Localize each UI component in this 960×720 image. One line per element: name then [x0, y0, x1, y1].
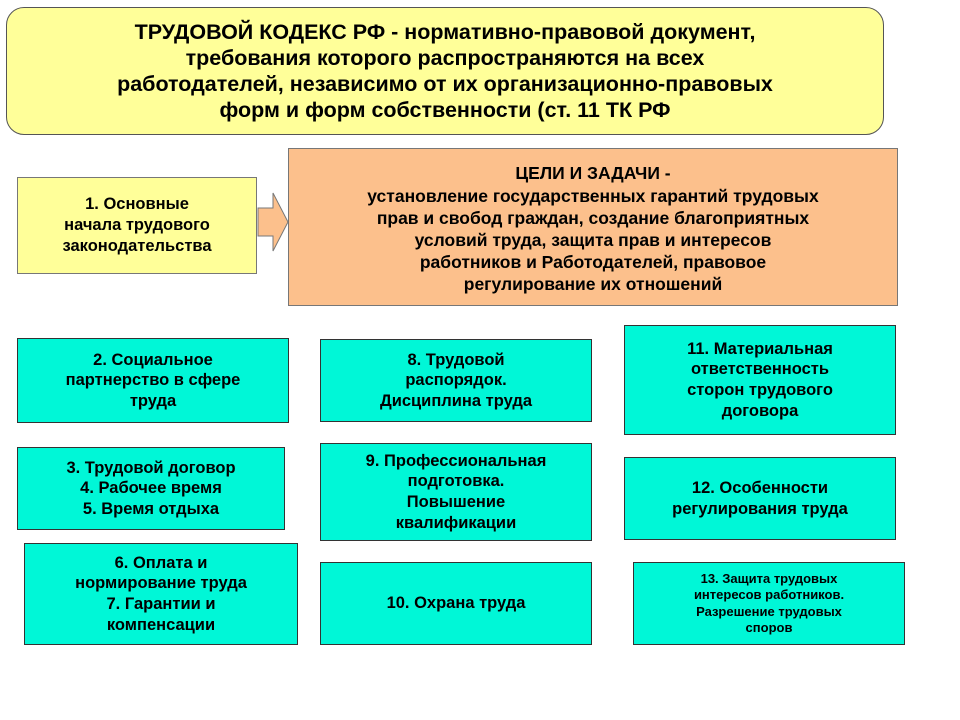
section-line: 12. Особенности [691, 478, 829, 497]
section-line: 11. Материальная [687, 339, 833, 358]
section-line: партнерство в сфере [65, 371, 241, 390]
section-line: 4. Рабочее время [80, 479, 222, 498]
section-line: 10. Охрана труда [386, 594, 526, 613]
section-box-6-7 [24, 543, 298, 645]
section-line: 8. Трудовой [407, 350, 505, 369]
section-line: труда [129, 391, 177, 410]
section-box-3-5 [17, 447, 285, 530]
title-line: ТРУДОВОЙ КОДЕКС РФ - нормативно-правовой документ, [134, 19, 756, 44]
section-line: сторон трудового [687, 381, 833, 399]
section-box-12 [624, 457, 896, 540]
section-line: 3. Трудовой договор [66, 458, 236, 477]
section-line: 7. Гарантии и [106, 595, 216, 613]
section-box-10 [320, 562, 592, 645]
principles-line: законодательства [62, 236, 212, 255]
principles-line: начала трудового [64, 216, 210, 235]
principles-box [17, 177, 257, 274]
section-line: квалификации [395, 513, 517, 532]
section-line: 9. Профессиональная [365, 451, 547, 470]
section-box-9 [320, 443, 592, 541]
section-line: Разрешение трудовых [696, 603, 842, 619]
title-line: работодателей, независимо от их организационно-правовых [117, 72, 773, 96]
section-line: 6. Оплата и [114, 553, 208, 572]
section-box-11 [624, 325, 896, 435]
section-line: споров [745, 619, 793, 635]
section-box-2 [17, 338, 289, 423]
title-box [6, 7, 884, 135]
goals-line: условий труда, защита прав и интересов [414, 230, 772, 250]
goals-line: работников и Работодателей, правовое [419, 252, 767, 273]
section-line: распорядок. [405, 371, 507, 390]
section-line: компенсации [106, 615, 216, 634]
right-arrow-icon [257, 192, 289, 252]
section-box-13 [633, 562, 905, 645]
section-line: 13. Защита трудовых [700, 571, 838, 586]
goals-line: прав и свобод граждан, создание благоприятных [376, 207, 810, 228]
goals-line: установление государственных гарантий трудовых [367, 185, 819, 206]
section-line: Повышение [406, 493, 506, 511]
section-line: Дисциплина труда [379, 391, 533, 410]
section-line: 5. Время отдыха [82, 499, 220, 518]
section-box-8 [320, 339, 592, 422]
goals-heading: ЦЕЛИ И ЗАДАЧИ - [515, 163, 671, 184]
section-line: ответственность [690, 360, 830, 379]
goals-line: регулирование их отношений [463, 274, 723, 295]
section-line: договора [721, 401, 799, 420]
section-line: интересов работников. [693, 587, 845, 603]
title-line: форм и форм собственности (ст. 11 ТК РФ [219, 98, 671, 123]
goals-box [288, 148, 898, 306]
section-line: нормирование труда [75, 574, 247, 593]
principles-line: 1. Основные [85, 195, 189, 214]
section-line: регулирования труда [672, 499, 848, 518]
title-line: требования которого распространяются на всех [185, 45, 705, 70]
section-line: подготовка. [407, 472, 505, 491]
section-line: 2. Социальное [93, 350, 213, 369]
